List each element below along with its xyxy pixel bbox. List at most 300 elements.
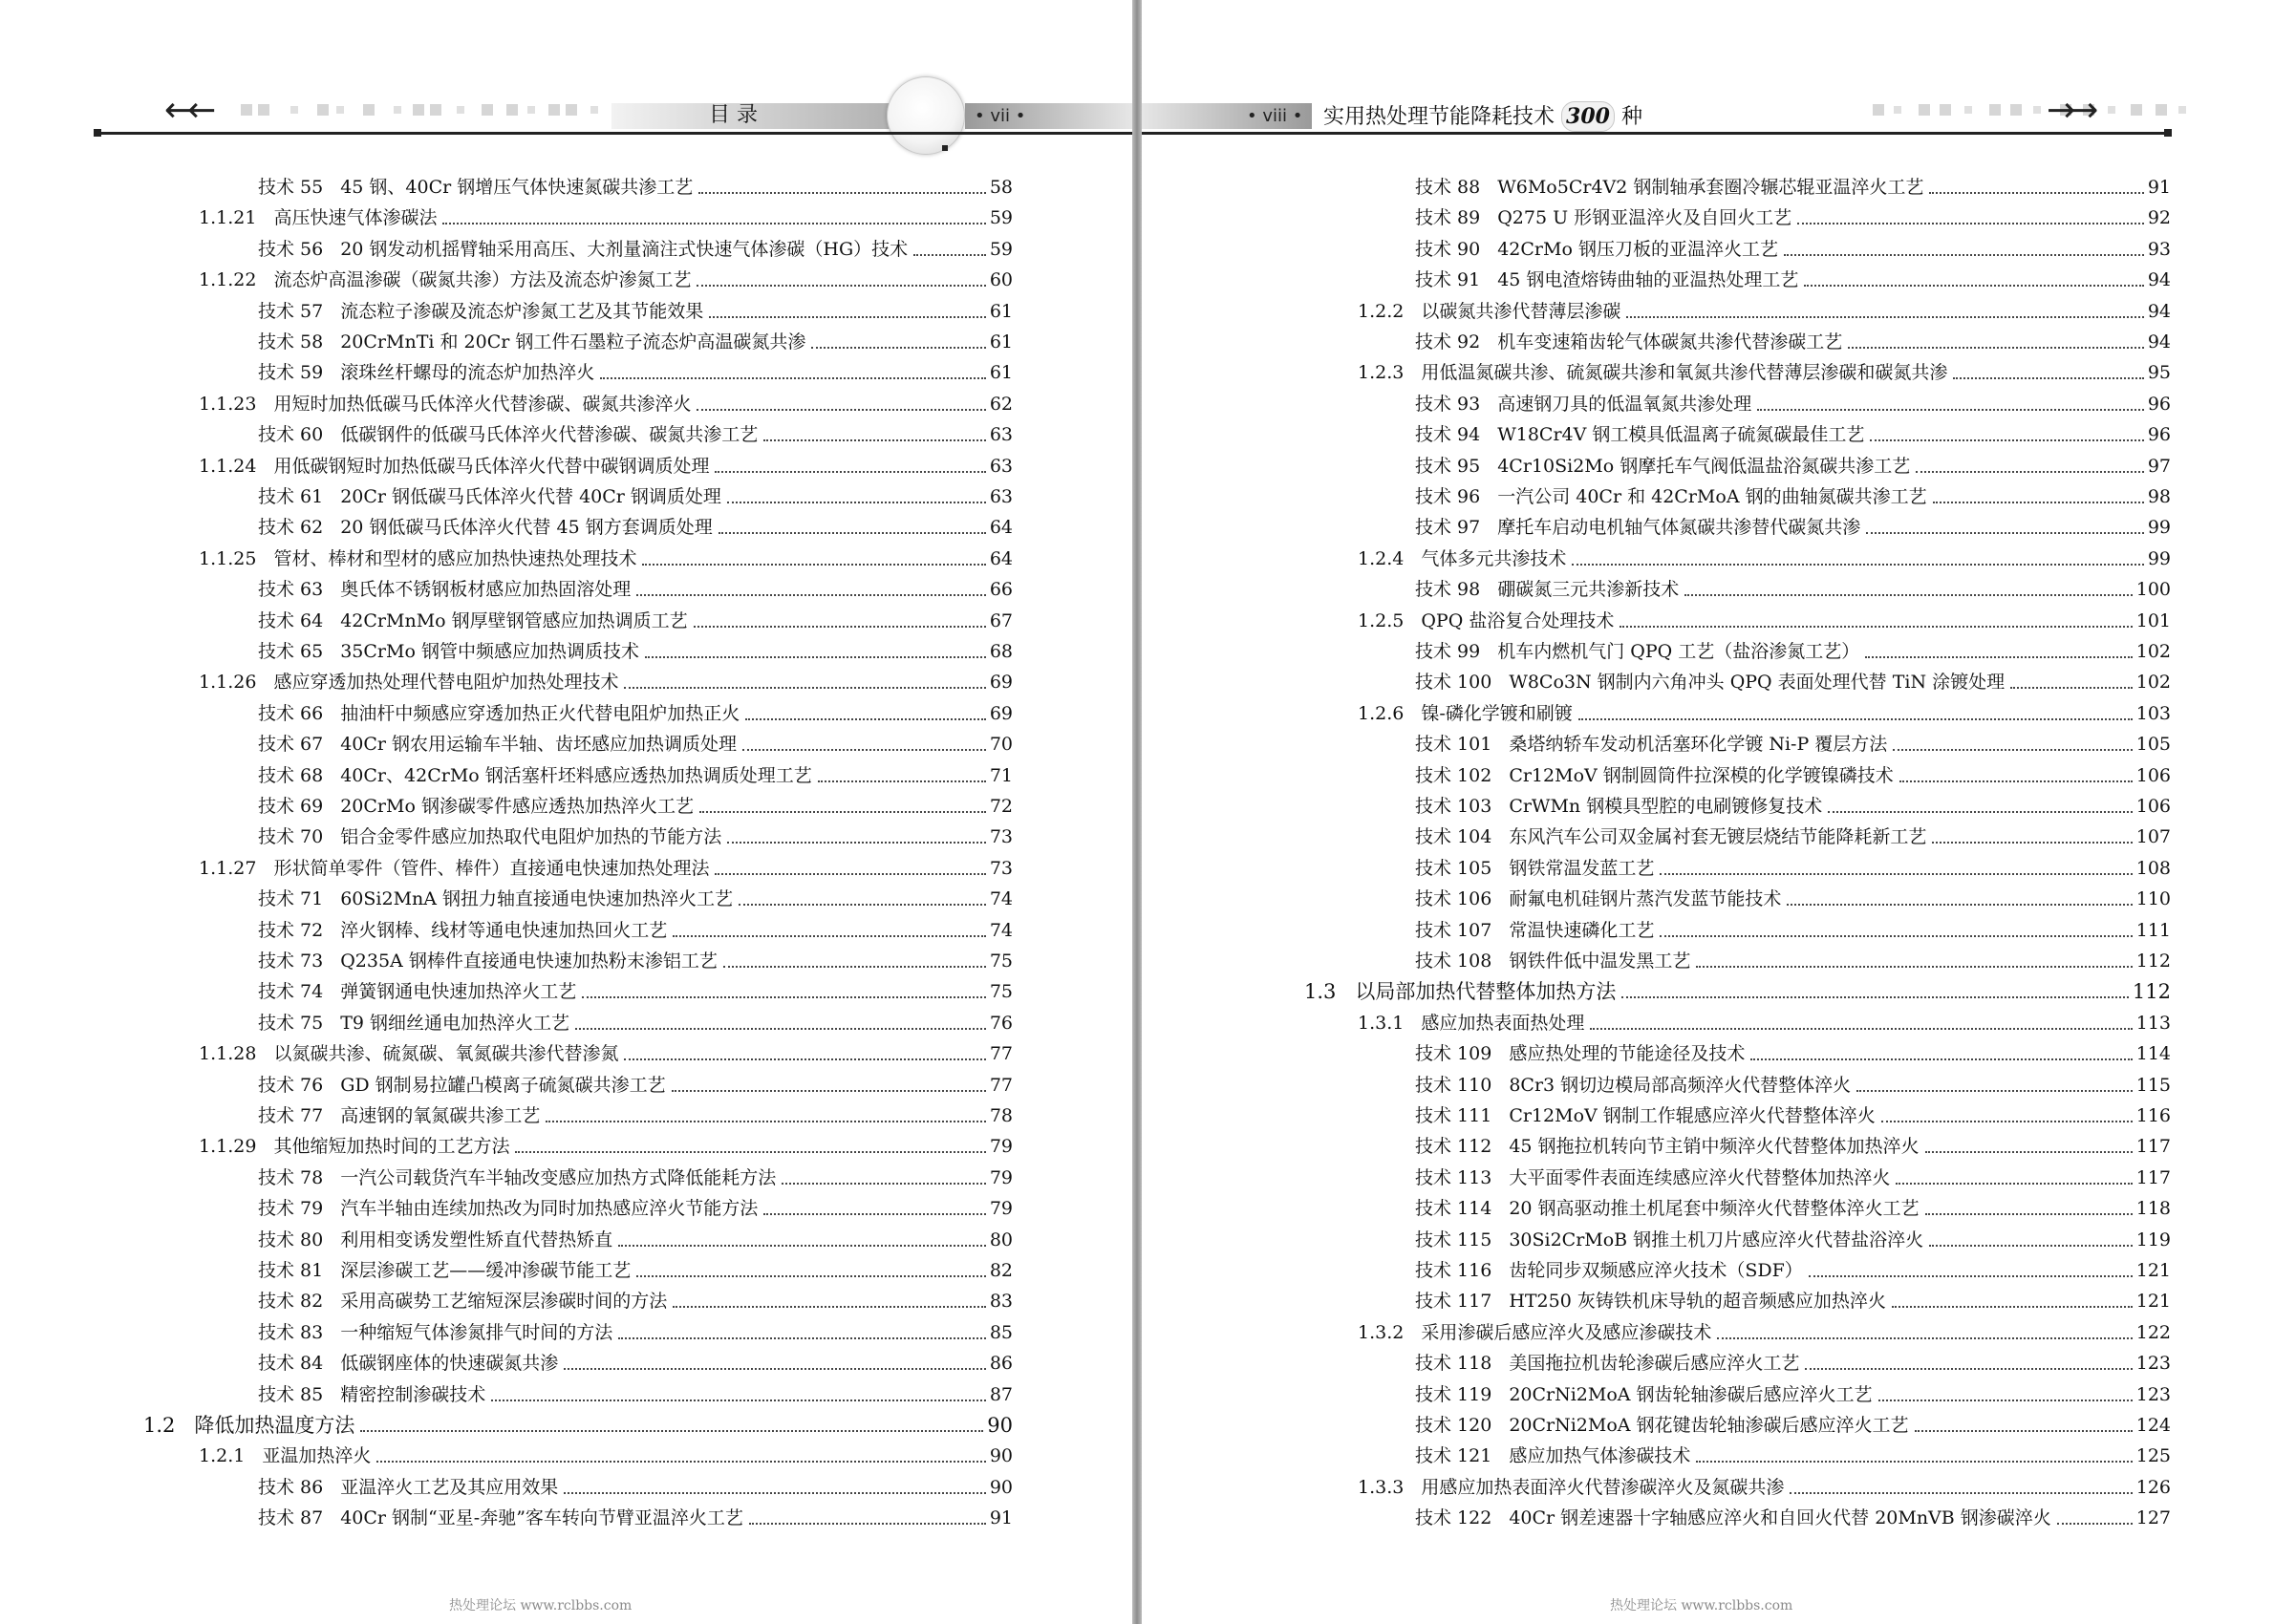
toc-entry-label: 1.1.29 <box>199 1136 257 1158</box>
toc-entry-label: 技术 103 <box>1415 796 1492 817</box>
toc-entry-label: 技术 95 <box>1415 455 1481 477</box>
toc-entry-technique[interactable] <box>1415 823 2171 851</box>
toc-dot-leader <box>360 1430 983 1432</box>
toc-entry-page: 79 <box>989 1166 1013 1188</box>
toc-entry-title: 30Si2CrMoB 钢推土机刀片感应淬火代替盐浴淬火 <box>1509 1229 1924 1250</box>
toc-entry-subsection[interactable] <box>199 545 1013 573</box>
toc-dot-leader <box>1621 996 2129 998</box>
toc-entry-technique[interactable] <box>1415 575 2171 604</box>
toc-entry-technique[interactable] <box>1415 482 2171 511</box>
toc-entry-label: 技术 104 <box>1415 826 1492 848</box>
toc-entry-label: 技术 74 <box>258 981 324 1003</box>
toc-entry-title: 20CrNi2MoA 钢齿轮轴渗碳后感应淬火工艺 <box>1509 1383 1873 1405</box>
left-page <box>0 0 1132 1624</box>
toc-entry-page: 95 <box>2147 362 2171 384</box>
toc-dot-leader <box>1916 471 2144 473</box>
toc-entry-label: 技术 115 <box>1415 1229 1492 1250</box>
toc-entry-title: 钢铁常温发蓝工艺 <box>1509 857 1655 879</box>
toc-entry-label: 技术 96 <box>1415 486 1481 507</box>
toc-entry-subsection[interactable] <box>1358 699 2171 728</box>
toc-entry-title: 桑塔纳轿车发动机活塞环化学镀 Ni-P 覆层方法 <box>1509 734 1888 756</box>
toc-entry-title: 8Cr3 钢切边模局部高频淬火代替整体淬火 <box>1509 1074 1852 1096</box>
toc-entry-technique[interactable] <box>258 513 1013 542</box>
toc-dot-leader <box>1620 626 2132 628</box>
toc-entry-page: 90 <box>987 1414 1013 1437</box>
toc-dot-leader <box>1896 1183 2132 1185</box>
toc-entry-title: 用低温氮碳共渗、硫氮碳共渗和氧氮共渗代替薄层渗碳和碳氮共渗 <box>1421 362 1948 384</box>
toc-dot-leader <box>1696 966 2132 968</box>
toc-entry-page: 73 <box>989 826 1013 848</box>
toc-entry-label: 1.2.1 <box>199 1445 246 1467</box>
toc-entry-technique[interactable] <box>258 977 1013 1006</box>
toc-entry-technique[interactable] <box>258 792 1013 821</box>
toc-entry-subsection[interactable] <box>1358 607 2171 635</box>
toc-entry-page: 117 <box>2135 1136 2171 1158</box>
toc-dot-leader <box>1915 1430 2133 1432</box>
toc-entry-title: CrWMn 钢模具型腔的电刷镀修复技术 <box>1509 796 1823 817</box>
toc-entry-technique[interactable] <box>258 1380 1013 1409</box>
toc-entry-title: 铝合金零件感应加热取代电阻炉加热的节能方法 <box>340 826 722 848</box>
toc-entry-title: 滚珠丝杆螺母的流态炉加热淬火 <box>340 362 595 384</box>
toc-entry-label: 1.2 <box>143 1414 176 1437</box>
toc-entry-page: 79 <box>989 1136 1013 1158</box>
toc-entry-page: 85 <box>989 1321 1013 1343</box>
toc-dot-leader <box>1929 192 2143 194</box>
toc-entry-label: 技术 58 <box>258 331 324 353</box>
toc-entry-title: 奥氏体不锈钢板材感应加热固溶处理 <box>340 579 632 601</box>
toc-entry-technique[interactable] <box>1415 668 2171 696</box>
footer-watermark: 热处理论坛 www.rclbbs.com <box>1610 1598 1793 1613</box>
toc-entry-label: 1.1.25 <box>199 547 257 569</box>
toc-dot-leader <box>1848 347 2144 349</box>
toc-entry-technique[interactable] <box>1415 420 2171 449</box>
toc-entry-title: 20Cr 钢低碳马氏体淬火代替 40Cr 钢调质处理 <box>340 486 721 507</box>
toc-entry-label: 技术 73 <box>258 951 324 972</box>
toc-entry-subsection[interactable] <box>199 1442 1013 1470</box>
toc-entry-page: 59 <box>989 238 1013 260</box>
toc-entry-page: 123 <box>2135 1353 2171 1375</box>
toc-dot-leader <box>697 285 985 287</box>
toc-entry-label: 1.2.2 <box>1358 300 1405 322</box>
toc-entry-label: 技术 71 <box>258 888 324 910</box>
toc-entry-page: 82 <box>989 1260 1013 1281</box>
toc-entry-label: 技术 94 <box>1415 424 1481 446</box>
toc-entry-technique[interactable] <box>258 358 1013 387</box>
toc-entry-page: 90 <box>989 1476 1013 1498</box>
toc-entry-label: 技术 82 <box>258 1291 324 1313</box>
toc-dot-leader <box>739 904 986 906</box>
toc-entry-section[interactable] <box>1304 977 2171 1006</box>
toc-entry-label: 1.1.22 <box>199 269 257 291</box>
toc-dot-leader <box>727 502 986 503</box>
toc-entry-technique[interactable] <box>258 1071 1013 1100</box>
toc-entry-title: 机车变速箱齿轮气体碳氮共渗代替渗碳工艺 <box>1497 331 1843 353</box>
toc-entry-technique[interactable] <box>258 1349 1013 1378</box>
toc-dot-leader <box>624 1058 985 1060</box>
toc-entry-title: 常温快速磷化工艺 <box>1509 919 1655 941</box>
toc-entry-technique[interactable] <box>1415 203 2171 232</box>
toc-entry-technique[interactable] <box>1415 1071 2171 1100</box>
toc-dot-leader <box>645 656 986 658</box>
toc-dot-leader <box>719 532 986 534</box>
toc-entry-subsection[interactable] <box>199 390 1013 418</box>
toc-entry-technique[interactable] <box>1415 885 2171 913</box>
toc-dot-leader <box>1787 904 2132 906</box>
page-number: • viii • <box>1247 106 1303 126</box>
toc-entry-section[interactable] <box>143 1411 1013 1440</box>
toc-entry-technique[interactable] <box>1415 1101 2171 1130</box>
toc-entry-title: 一汽公司载货汽车半轴改变感应加热方式降低能耗方法 <box>340 1166 777 1188</box>
toc-dot-leader <box>1626 316 2143 318</box>
toc-entry-title: 齿轮同步双频感应淬火技术（SDF） <box>1509 1260 1803 1281</box>
toc-entry-technique[interactable] <box>258 328 1013 356</box>
toc-entry-technique[interactable] <box>258 1504 1013 1532</box>
toc-entry-label: 技术 70 <box>258 826 324 848</box>
toc-dot-leader <box>1881 1121 2133 1122</box>
toc-dot-leader <box>575 1028 986 1030</box>
toc-entry-page: 63 <box>989 486 1013 507</box>
toc-entry-page: 74 <box>989 919 1013 941</box>
toc-entry-label: 技术 117 <box>1415 1291 1492 1313</box>
toc-entry-technique[interactable] <box>1415 854 2171 883</box>
toc-entry-technique[interactable] <box>258 1473 1013 1502</box>
toc-entry-title: 感应加热气体渗碳技术 <box>1509 1445 1691 1467</box>
toc-entry-technique[interactable] <box>1415 916 2171 945</box>
toc-entry-technique[interactable] <box>258 1318 1013 1347</box>
toc-dot-leader <box>1717 1337 2132 1339</box>
toc-dot-leader <box>1878 1400 2133 1401</box>
toc-entry-label: 技术 63 <box>258 579 324 601</box>
toc-entry-label: 技术 84 <box>258 1353 324 1375</box>
toc-entry-technique[interactable] <box>1415 1256 2171 1285</box>
toc-dot-leader <box>1578 718 2133 720</box>
toc-entry-subsection[interactable] <box>1358 1318 2171 1347</box>
toc-entry-technique[interactable] <box>1415 1442 2171 1470</box>
toc-entry-title: 45 钢、40Cr 钢增压气体快速氮碳共渗工艺 <box>340 177 694 198</box>
toc-entry-page: 113 <box>2135 1012 2171 1034</box>
toc-entry-title: 淬火钢棒、线材等通电快速加热回火工艺 <box>340 919 668 941</box>
toc-entry-label: 技术 75 <box>258 1012 324 1034</box>
toc-entry-label: 1.1.21 <box>199 207 257 229</box>
toc-entry-title: 汽车半轴由连续加热改为同时加热感应淬火节能方法 <box>340 1198 759 1220</box>
toc-entry-technique[interactable] <box>258 297 1013 326</box>
toc-dot-leader <box>1866 532 2144 534</box>
toc-dot-leader <box>1572 564 2143 566</box>
toc-entry-page: 64 <box>989 547 1013 569</box>
toc-dot-leader <box>742 749 986 751</box>
toc-entry-technique[interactable] <box>258 575 1013 604</box>
toc-entry-technique[interactable] <box>258 420 1013 449</box>
toc-entry-page: 83 <box>989 1291 1013 1313</box>
toc-entry-technique[interactable] <box>258 1194 1013 1223</box>
toc-entry-technique[interactable] <box>258 637 1013 666</box>
toc-entry-page: 112 <box>2132 980 2171 1004</box>
toc-entry-page: 106 <box>2135 764 2171 786</box>
toc-dot-leader <box>2057 1523 2133 1525</box>
toc-dot-leader <box>672 1090 986 1092</box>
toc-entry-title: 42CrMo 钢压刀板的亚温淬火工艺 <box>1497 238 1778 260</box>
toc-entry-label: 技术 72 <box>258 919 324 941</box>
toc-entry-label: 技术 64 <box>258 609 324 631</box>
toc-entry-title: T9 钢细丝通电加热淬火工艺 <box>340 1012 570 1034</box>
toc-entry-page: 75 <box>989 951 1013 972</box>
toc-entry-page: 61 <box>989 331 1013 353</box>
toc-dot-leader <box>782 1183 986 1185</box>
toc-dot-leader <box>1856 1090 2133 1092</box>
toc-dot-leader <box>709 316 986 318</box>
toc-entry-page: 96 <box>2147 393 2171 415</box>
toc-entry-label: 技术 76 <box>258 1074 324 1096</box>
toc-dot-leader <box>491 1400 986 1401</box>
toc-entry-label: 技术 97 <box>1415 517 1481 539</box>
toc-dot-leader <box>1929 1245 2133 1247</box>
toc-entry-subsection[interactable] <box>199 1039 1013 1068</box>
toc-entry-technique[interactable] <box>1415 328 2171 356</box>
toc-entry-technique[interactable] <box>1415 1039 2171 1068</box>
toc-dot-leader <box>1804 285 2143 287</box>
toc-entry-label: 技术 112 <box>1415 1136 1492 1158</box>
toc-entry-technique[interactable] <box>1415 266 2171 294</box>
toc-dot-leader <box>1892 1306 2133 1308</box>
toc-entry-subsection[interactable] <box>199 854 1013 883</box>
toc-entry-technique[interactable] <box>258 699 1013 728</box>
toc-dot-leader <box>642 564 985 566</box>
toc-entry-label: 技术 66 <box>258 702 324 724</box>
toc-entry-technique[interactable] <box>1415 730 2171 759</box>
toc-entry-technique[interactable] <box>258 1256 1013 1285</box>
toc-entry-label: 1.2.6 <box>1358 702 1405 724</box>
toc-dot-leader <box>1870 439 2143 441</box>
toc-entry-label: 技术 86 <box>258 1476 324 1498</box>
toc-entry-page: 63 <box>989 424 1013 446</box>
toc-dot-leader <box>1925 1213 2133 1215</box>
toc-dot-leader <box>1757 409 2144 411</box>
toc-entry-label: 1.2.4 <box>1358 547 1405 569</box>
toc-entry-technique[interactable] <box>1415 452 2171 481</box>
toc-dot-leader <box>618 1245 986 1247</box>
toc-entry-technique[interactable] <box>1415 1287 2171 1315</box>
toc-dot-leader <box>715 471 985 473</box>
toc-entry-page: 112 <box>2135 951 2171 972</box>
toc-dot-leader <box>727 842 986 844</box>
toc-entry-subsection[interactable] <box>1358 297 2171 326</box>
toc-entry-title: 用低碳钢短时加热低碳马氏体淬火代替中碳钢调质处理 <box>273 455 710 477</box>
toc-entry-label: 技术 83 <box>258 1321 324 1343</box>
toc-entry-label: 1.1.27 <box>199 857 257 879</box>
toc-entry-title: W8Co3N 钢制内六角冲头 QPQ 表面处理代替 TiN 涂镀处理 <box>1509 672 2006 694</box>
toc-entry-page: 108 <box>2135 857 2171 879</box>
toc-entry-page: 80 <box>989 1229 1013 1250</box>
header-rule <box>96 132 1132 135</box>
toc-entry-page: 76 <box>989 1012 1013 1034</box>
toc-entry-technique[interactable] <box>1415 1504 2171 1532</box>
toc-entry-technique[interactable] <box>1415 235 2171 264</box>
toc-dot-leader <box>564 1492 986 1494</box>
toc-dot-leader <box>1933 502 2144 503</box>
toc-entry-label: 技术 91 <box>1415 269 1481 291</box>
toc-entry-subsection[interactable] <box>199 203 1013 232</box>
running-head: 实用热处理节能降耗技术 300 种 <box>1323 101 1642 132</box>
toc-entry-label: 技术 60 <box>258 424 324 446</box>
header-rule <box>1142 132 2167 135</box>
toc-entry-title: 东风汽车公司双金属衬套无镀层烧结节能降耗新工艺 <box>1509 826 1927 848</box>
toc-entry-title: 硼碳氮三元共渗新技术 <box>1497 579 1680 601</box>
toc-entry-subsection[interactable] <box>1358 358 2171 387</box>
toc-entry-title: 钢铁件低中温发黑工艺 <box>1509 951 1691 972</box>
toc-dot-leader <box>1750 1058 2132 1060</box>
toc-entry-technique[interactable] <box>1415 1349 2171 1378</box>
toc-entry-title: 管材、棒材和型材的感应加热快速热处理技术 <box>273 547 637 569</box>
header-ornament-dot <box>942 145 948 151</box>
toc-entry-title: 以局部加热代替整体加热方法 <box>1355 980 1617 1004</box>
toc-entry-page: 77 <box>989 1043 1013 1065</box>
toc-entry-label: 技术 105 <box>1415 857 1492 879</box>
toc-entry-label: 技术 108 <box>1415 951 1492 972</box>
toc-entry-technique[interactable] <box>1415 1380 2171 1409</box>
toc-entry-page: 117 <box>2135 1166 2171 1188</box>
toc-entry-title: QPQ 盐浴复合处理技术 <box>1421 609 1615 631</box>
toc-entry-technique[interactable] <box>258 916 1013 945</box>
toc-entry-technique[interactable] <box>1415 390 2171 418</box>
toc-entry-technique[interactable] <box>1415 173 2171 202</box>
toc-dot-leader <box>715 873 985 875</box>
toc-dot-leader <box>811 347 985 349</box>
toc-entry-title: Cr12MoV 钢制圆筒件拉深模的化学镀镍磷技术 <box>1509 764 1894 786</box>
toc-dot-leader <box>636 1275 986 1277</box>
toc-dot-leader <box>376 1461 985 1463</box>
toc-entry-label: 技术 102 <box>1415 764 1492 786</box>
toc-entry-technique[interactable] <box>258 173 1013 202</box>
toc-entry-label: 1.3 <box>1304 980 1337 1004</box>
toc-entry-page: 60 <box>989 269 1013 291</box>
toc-entry-page: 102 <box>2135 672 2171 694</box>
toc-entry-subsection[interactable] <box>1358 545 2171 573</box>
toc-entry-technique[interactable] <box>1415 1164 2171 1192</box>
toc-entry-page: 67 <box>989 609 1013 631</box>
toc-dot-leader <box>1660 873 2132 875</box>
toc-entry-subsection[interactable] <box>199 266 1013 294</box>
toc-entry-technique[interactable] <box>258 607 1013 635</box>
toc-entry-title: 20 钢高驱动推土机尾套中频淬火代替整体淬火工艺 <box>1509 1198 1920 1220</box>
toc-entry-page: 68 <box>989 641 1013 662</box>
toc-entry-title: 摩托车启动电机轴气体氮碳共渗替代碳氮共渗 <box>1497 517 1861 539</box>
toc-entry-label: 1.1.26 <box>199 672 257 694</box>
toc-entry-page: 66 <box>989 579 1013 601</box>
toc-entry-subsection[interactable] <box>1358 1009 2171 1037</box>
toc-entry-title: 40Cr 钢差速器十字轴感应淬火和自回火代替 20MnVB 钢渗碳淬火 <box>1509 1507 2051 1529</box>
toc-entry-technique[interactable] <box>258 1226 1013 1254</box>
toc-entry-label: 技术 107 <box>1415 919 1492 941</box>
toc-entry-page: 110 <box>2135 888 2171 910</box>
toc-dot-leader <box>1953 377 2143 379</box>
toc-entry-technique[interactable] <box>258 947 1013 975</box>
forward-arrow-icon[interactable]: →→ <box>2047 91 2093 130</box>
toc-entry-title: GD 钢制易拉罐凸模离子硫氮碳共渗工艺 <box>340 1074 666 1096</box>
toc-entry-title: 40Cr 钢制“亚星-奔驰”客车转向节臂亚温淬火工艺 <box>340 1507 743 1529</box>
toc-entry-label: 技术 61 <box>258 486 324 507</box>
toc-entry-technique[interactable] <box>258 730 1013 759</box>
toc-entry-technique[interactable] <box>1415 1132 2171 1161</box>
toc-entry-title: Q235A 钢棒件直接通电快速加热粉末渗铝工艺 <box>340 951 718 972</box>
toc-entry-label: 1.3.1 <box>1358 1012 1405 1034</box>
toc-entry-page: 98 <box>2147 486 2171 507</box>
toc-entry-label: 技术 101 <box>1415 734 1492 756</box>
toc-entry-page: 86 <box>989 1353 1013 1375</box>
toc-entry-page: 124 <box>2135 1415 2171 1436</box>
toc-entry-page: 103 <box>2135 702 2171 724</box>
toc-entry-label: 技术 110 <box>1415 1074 1492 1096</box>
toc-entry-technique[interactable] <box>258 761 1013 790</box>
toc-entry-technique[interactable] <box>1415 792 2171 821</box>
toc-entry-title: 亚温淬火工艺及其应用效果 <box>340 1476 559 1498</box>
toc-entry-technique[interactable] <box>1415 513 2171 542</box>
toc-dot-leader <box>763 1213 986 1215</box>
toc-entry-technique[interactable] <box>1415 637 2171 666</box>
toc-entry-technique[interactable] <box>1415 1411 2171 1440</box>
toc-entry-label: 技术 121 <box>1415 1445 1492 1467</box>
toc-entry-label: 1.3.3 <box>1358 1476 1405 1498</box>
toc-entry-technique[interactable] <box>1415 761 2171 790</box>
toc-entry-label: 技术 90 <box>1415 238 1481 260</box>
toc-entry-page: 79 <box>989 1198 1013 1220</box>
toc-entry-page: 101 <box>2135 609 2171 631</box>
toc-entry-title: HT250 灰铸铁机床导轨的超音频感应加热淬火 <box>1509 1291 1886 1313</box>
toc-entry-title: 4Cr10Si2Mo 钢摩托车气阀低温盐浴氮碳共渗工艺 <box>1497 455 1911 477</box>
toc-entry-label: 1.3.2 <box>1358 1321 1405 1343</box>
toc-dot-leader <box>1925 1151 2133 1153</box>
toc-entry-page: 100 <box>2135 579 2171 601</box>
toc-entry-technique[interactable] <box>258 1009 1013 1037</box>
toc-entry-page: 122 <box>2135 1321 2171 1343</box>
toc-entry-technique[interactable] <box>258 482 1013 511</box>
toc-entry-subsection[interactable] <box>199 1132 1013 1161</box>
toc-entry-title: 35CrMo 钢管中频感应加热调质技术 <box>340 641 639 662</box>
toc-entry-subsection[interactable] <box>199 452 1013 481</box>
toc-entry-label: 1.1.24 <box>199 455 257 477</box>
toc-entry-subsection[interactable] <box>199 668 1013 696</box>
toc-dot-leader <box>624 687 985 689</box>
toc-entry-label: 技术 65 <box>258 641 324 662</box>
toc-entry-technique[interactable] <box>1415 1226 2171 1254</box>
toc-entry-title: 采用渗碳后感应淬火及感应渗碳技术 <box>1421 1321 1712 1343</box>
right-page <box>1142 0 2274 1624</box>
toc-dot-leader <box>1865 656 2132 658</box>
toc-entry-technique[interactable] <box>1415 1194 2171 1223</box>
toc-dot-leader <box>1790 1492 2132 1494</box>
toc-entry-page: 96 <box>2147 424 2171 446</box>
header-rule-dot <box>94 129 101 137</box>
toc-entry-title: 40Cr、42CrMo 钢活塞杆坯料感应透热加热调质处理工艺 <box>340 764 812 786</box>
toc-entry-label: 技术 56 <box>258 238 324 260</box>
toc-entry-technique[interactable] <box>258 885 1013 913</box>
toc-entry-technique[interactable] <box>258 235 1013 264</box>
toc-entry-title: 感应热处理的节能途径及技术 <box>1509 1043 1746 1065</box>
toc-entry-page: 91 <box>989 1507 1013 1529</box>
toc-entry-page: 59 <box>989 207 1013 229</box>
toc-entry-label: 1.2.3 <box>1358 362 1405 384</box>
toc-entry-subsection[interactable] <box>1358 1473 2171 1502</box>
toc-entry-technique[interactable] <box>258 823 1013 851</box>
toc-dot-leader <box>699 811 986 813</box>
toc-entry-technique[interactable] <box>258 1287 1013 1315</box>
toc-entry-label: 技术 80 <box>258 1229 324 1250</box>
toc-entry-title: 气体多元共渗技术 <box>1421 547 1567 569</box>
toc-entry-technique[interactable] <box>258 1101 1013 1130</box>
toc-entry-technique[interactable] <box>1415 947 2171 975</box>
back-arrow-icon[interactable]: ←← <box>164 91 211 130</box>
toc-entry-page: 99 <box>2147 547 2171 569</box>
toc-entry-technique[interactable] <box>258 1164 1013 1192</box>
